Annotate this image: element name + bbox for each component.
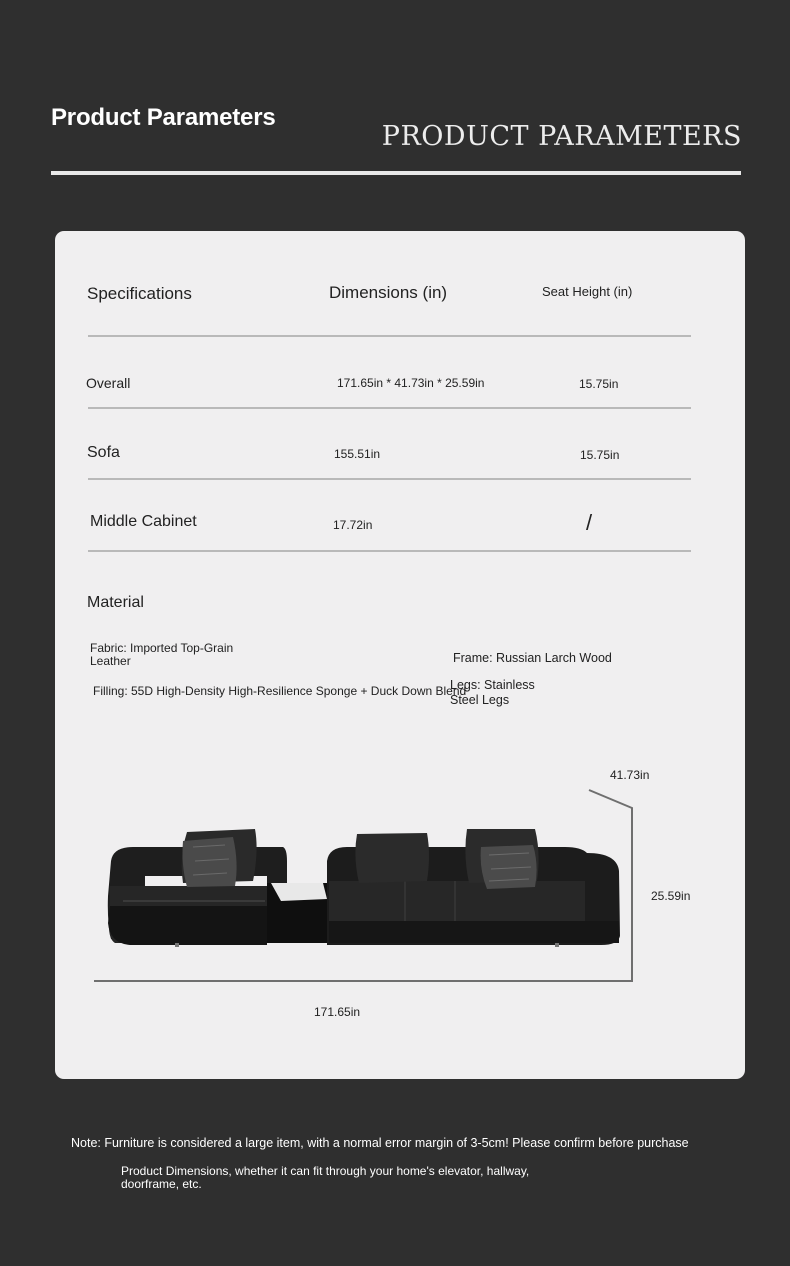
width-label: 171.65in [314, 1005, 361, 1019]
height-label: 25.59in [651, 889, 691, 903]
page-title: Product Parameters [51, 104, 276, 131]
material-fabric: Fabric: Imported Top-Grain Leather [90, 641, 234, 668]
material-filling: Filling: 55D High-Density High-Resilience Sponge + Duck Down Blend [93, 684, 467, 698]
footer-note-detail: Product Dimensions, whether it can fit through your home's elevator, hallway, doorframe, etc. [121, 1164, 530, 1191]
material-legs: Legs: Stainless Steel Legs [450, 678, 535, 707]
depth-label: 41.73in [610, 768, 650, 782]
row-overall-spec: Overall [86, 375, 131, 391]
row-overall-seat-height: 15.75in [579, 377, 619, 391]
row-cabinet-dimensions: 17.72in [333, 518, 373, 532]
material-heading: Material [87, 594, 144, 611]
row-sofa-dimensions: 155.51in [334, 447, 381, 461]
material-frame: Frame: Russian Larch Wood [453, 651, 612, 665]
row-overall-dimensions: 171.65in * 41.73in * 25.59in [337, 376, 485, 390]
title-divider [51, 171, 741, 175]
page-title-english: PRODUCT PARAMETERS [381, 121, 742, 152]
row-sofa-spec: Sofa [87, 444, 120, 461]
sofa-image [108, 829, 620, 947]
row-sofa-seat-height: 15.75in [580, 448, 620, 462]
header-seat-height: Seat Height (in) [542, 284, 633, 299]
sofa-diagram [55, 231, 745, 1079]
header-dimensions: Dimensions (in) [329, 283, 448, 302]
row-cabinet-seat-height: / [586, 510, 593, 535]
header-specifications: Specifications [87, 284, 192, 303]
footer-note: Note: Furniture is considered a large item, with a normal error margin of 3-5cm! Please confirm before purchase [71, 1136, 689, 1150]
row-cabinet-spec: Middle Cabinet [90, 513, 197, 530]
parameters-card [55, 231, 745, 1079]
